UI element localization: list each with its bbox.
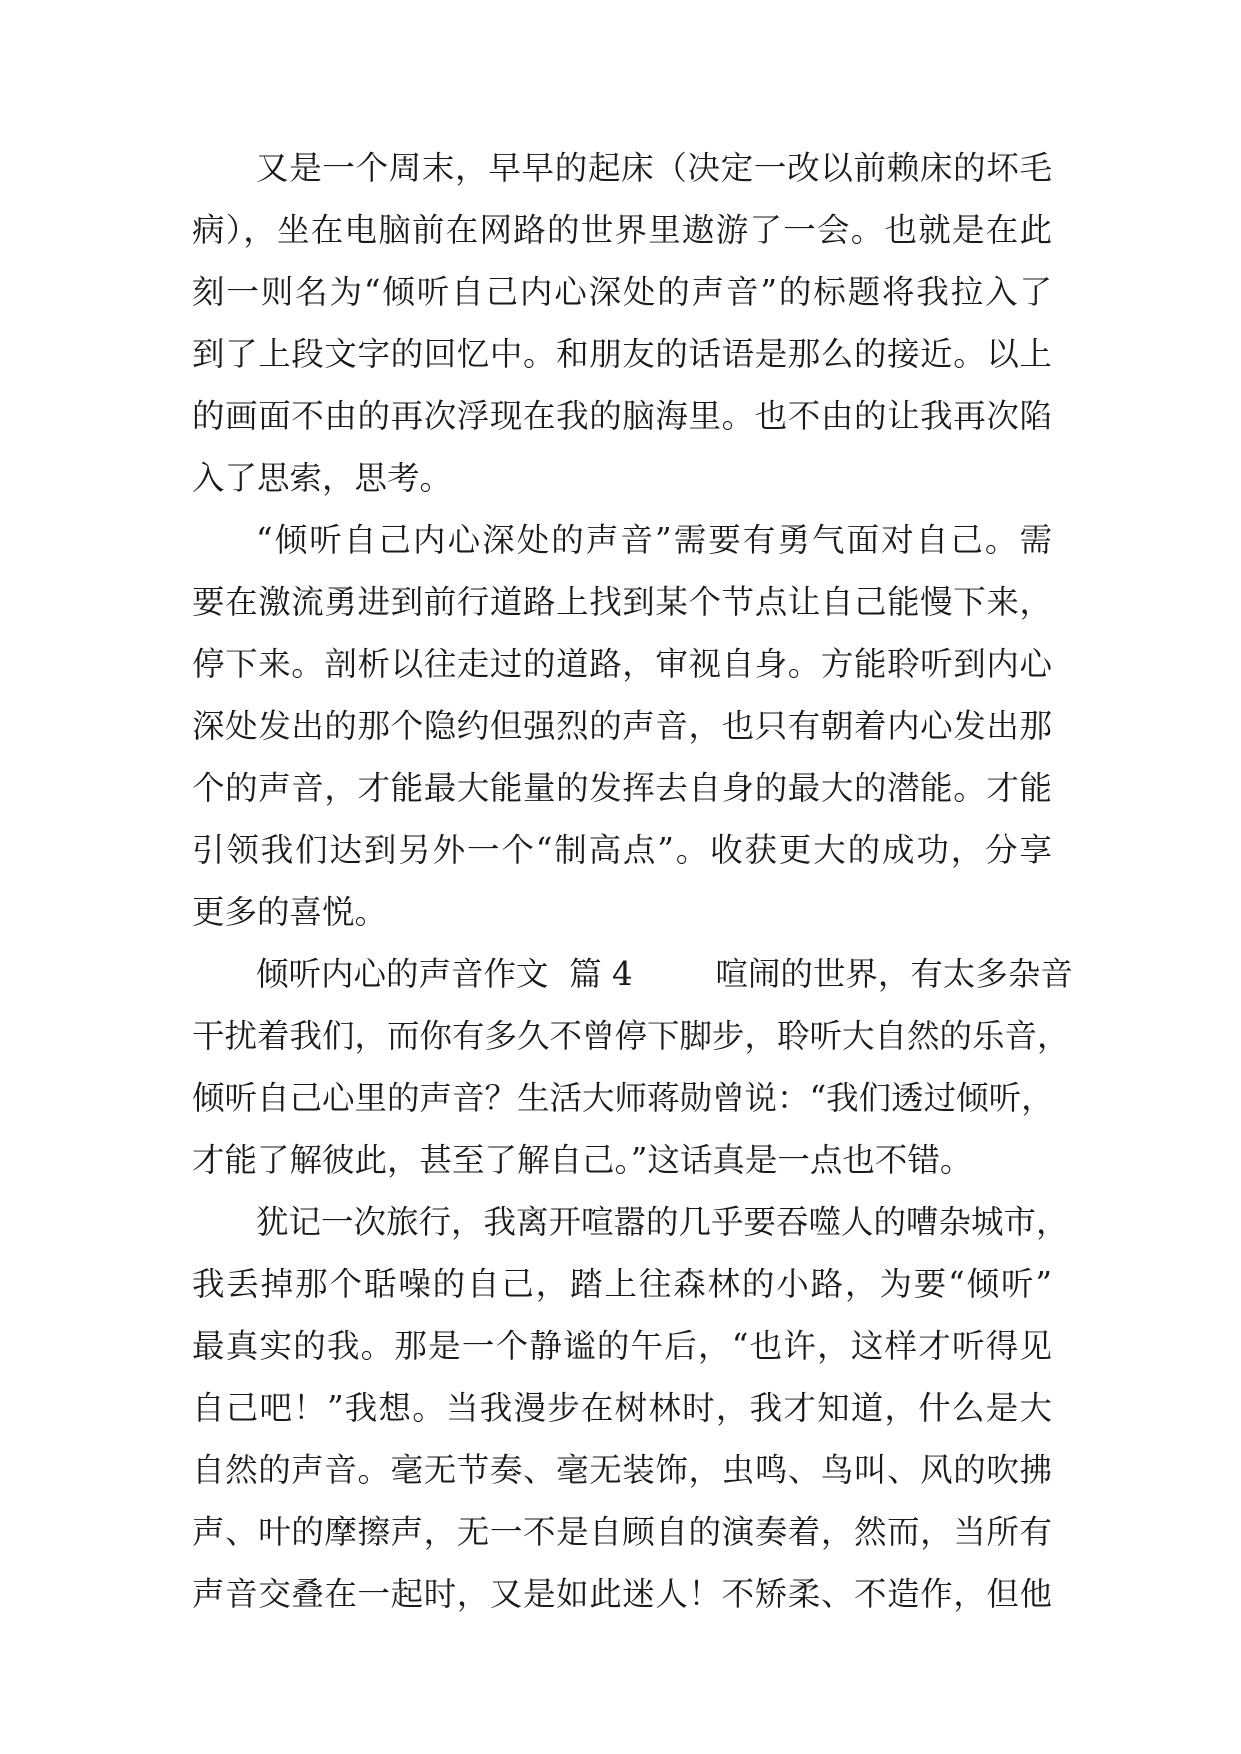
text-line: 到了上段文字的回忆中。和朋友的话语是那么的接近。以上 xyxy=(192,335,1052,373)
text-line: 干扰着我们，而你有多久不曾停下脚步，聆听大自然的乐音， xyxy=(192,1017,1070,1055)
text-line: 最真实的我。那是一个静谧的午后，“也许，这样才听得见 xyxy=(192,1327,1052,1365)
text-line: 犹记一次旅行，我离开喧嚣的几乎要吞噬人的嘈杂城市， xyxy=(256,1203,1069,1241)
text-line: “倾听自己内心深处的声音”需要有勇气面对自己。需 xyxy=(256,521,1052,559)
text-line: 病），坐在电脑前在网路的世界里遨游了一会。也就是在此 xyxy=(192,211,1052,249)
text-line: 倾听自己心里的声音？生活大师蒋勋曾说：“我们透过倾听， xyxy=(192,1079,1054,1117)
text-line: 声、叶的摩擦声，无一不是自顾自的演奏着，然而，当所有 xyxy=(192,1513,1052,1551)
text-line: 刻一则名为“倾听自己内心深处的声音”的标题将我拉入了 xyxy=(192,273,1052,311)
text-line: 更多的喜悦。 xyxy=(192,893,388,931)
text-line: 才能了解彼此，甚至了解自己。”这话真是一点也不错。 xyxy=(192,1141,973,1179)
text-line: 要在激流勇进到前行道路上找到某个节点让自己能慢下来， xyxy=(192,583,1052,621)
text-line: 个的声音，才能最大能量的发挥去自身的最大的潜能。才能 xyxy=(192,769,1052,807)
text-line: 深处发出的那个隐约但强烈的声音，也只有朝着内心发出那 xyxy=(192,707,1052,745)
text-line: 又是一个周末，早早的起床（决定一改以前赖床的坏毛 xyxy=(256,149,1052,187)
text-line: 的画面不由的再次浮现在我的脑海里。也不由的让我再次陷 xyxy=(192,397,1052,435)
text-line: 停下来。剖析以往走过的道路，审视自身。方能聆听到内心 xyxy=(192,645,1052,683)
text-line: 自己吧！”我想。当我漫步在树林时，我才知道，什么是大 xyxy=(192,1389,1052,1427)
text-line: 自然的声音。毫无节奏、毫无装饰，虫鸣、鸟叫、风的吹拂 xyxy=(192,1451,1052,1489)
text-line: 入了思索，思考。 xyxy=(192,459,453,497)
text-line: 引领我们达到另外一个“制高点”。收获更大的成功，分享 xyxy=(192,831,1052,869)
text-line: 声音交叠在一起时，又是如此迷人！不矫柔、不造作，但他 xyxy=(192,1575,1052,1613)
text-line: 我丢掉那个聒噪的自己，踏上往森林的小路，为要“倾听” xyxy=(192,1265,1052,1303)
section-heading-line: 倾听内心的声音作文 篇 4 喧闹的世界，有太多杂音 xyxy=(256,955,1073,993)
